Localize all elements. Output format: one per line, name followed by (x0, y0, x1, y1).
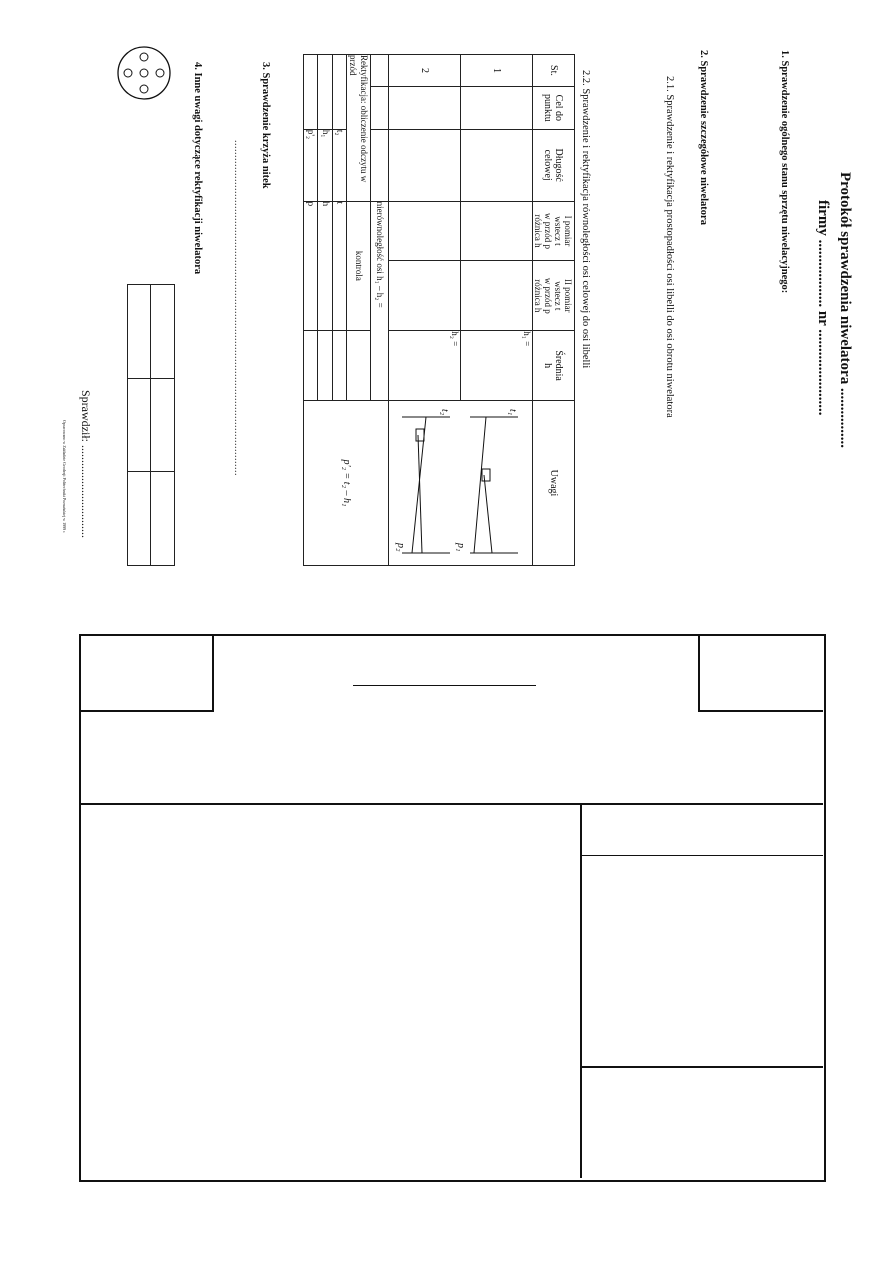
stamp-top-right-cell-left (698, 634, 700, 711)
section-4-heading: 4. Inne uwagi dotyczące rektyfikacji niwelatora (192, 62, 203, 275)
stamp-top-left-cell-right (212, 634, 214, 711)
header-pomiar-2: II pomiar wstecz t w przód p różnica h (532, 261, 574, 331)
rekt-row-1-a: t₂ (332, 129, 346, 201)
header-cel: Cel do punktu (532, 86, 574, 129)
diagram-instrument-1 (482, 469, 490, 481)
diagram-sightline-1 (474, 417, 486, 553)
header-srednia: Średnia h (532, 331, 574, 401)
parallelism-diagram (395, 403, 530, 563)
label-p1: p₁ (454, 543, 466, 552)
section-1-heading: 1. Sprawdzenie ogólnego stanu sprzętu niwelacyjnego: (779, 50, 790, 294)
kontrola-label: kontrola (347, 201, 371, 331)
diagram-cell (389, 401, 533, 566)
h2-cell: h₂ = (389, 331, 461, 401)
bubble-grid (127, 284, 175, 566)
section-3-heading: 3. Sprawdzenie krzyża nitek (260, 62, 271, 189)
header-st: St. (532, 55, 574, 87)
header-pomiar-1: I pomiar wstecz t w przód p różnica h (532, 201, 574, 261)
form-title-line2: firmy .................. nr ....................... (815, 200, 831, 416)
label-p2: p₂ (394, 543, 406, 552)
stamp-right-row-1 (580, 855, 823, 856)
header-dlugosc: Długość celowej (532, 129, 574, 201)
station-1: 1 (461, 55, 533, 87)
form-title-line1: Protokół sprawdzenia niwelatora ................ (837, 172, 853, 448)
label-t1: t₁ (506, 409, 518, 416)
rektyfikacja-label: Rektyfikacja: obliczenie odczytu w przód (347, 55, 371, 202)
station-2: 2 (389, 55, 461, 87)
rekt-row-2-b: h (318, 201, 332, 331)
nierownoleglosc-row: nierównoległość osi h₁ – h₂ = (370, 201, 388, 400)
diagram-sightline-2b (418, 435, 422, 553)
rekt-row-3-b: p (304, 201, 318, 331)
rekt-row-3-a: p'₂ (304, 129, 318, 201)
stamp-right-column-divider (580, 803, 582, 1178)
stamp-middle-divider (79, 803, 823, 805)
label-t2: t₂ (438, 409, 450, 416)
stamp-title-underline (353, 685, 536, 686)
rekt-row-1-b: t (332, 201, 346, 331)
section-2-2-heading: 2.2. Sprawdzenie i rektyfikacja równoległości osi celowej do osi libelli (580, 70, 591, 369)
header-uwagi: Uwagi (532, 401, 574, 566)
stamp-top-left-cell-bottom (79, 710, 214, 712)
formula-cell: p'₂ = t₂ – h₁ (304, 401, 389, 566)
stamp-top-right-cell-bottom (698, 710, 823, 712)
measurement-table (303, 54, 575, 566)
diagram-instrument-2 (416, 429, 424, 441)
h1-cell: h₁ = (461, 331, 533, 401)
signature-label: Sprawdził: ............................... (79, 390, 93, 538)
footer-note: Opracowano w Zakładzie Geodezji Politechniki Poznańskiej w 1999 r. (62, 420, 67, 534)
section-3-dots: ................................................................................................................ (232, 140, 243, 476)
title-stamp-frame (79, 634, 826, 1182)
level-circle-icon (115, 44, 173, 102)
stamp-right-row-2 (580, 1066, 823, 1068)
diagram-sightline-1b (484, 475, 492, 553)
rekt-row-2-a: h₁ (318, 129, 332, 201)
section-2-heading: 2. Sprawdzenie szczegółowe niwelatora (698, 50, 709, 225)
section-2-1-heading: 2.1. Sprawdzenie i rektyfikacja prostopadłości osi libelli do osi obrotu niwelatora (664, 76, 675, 418)
